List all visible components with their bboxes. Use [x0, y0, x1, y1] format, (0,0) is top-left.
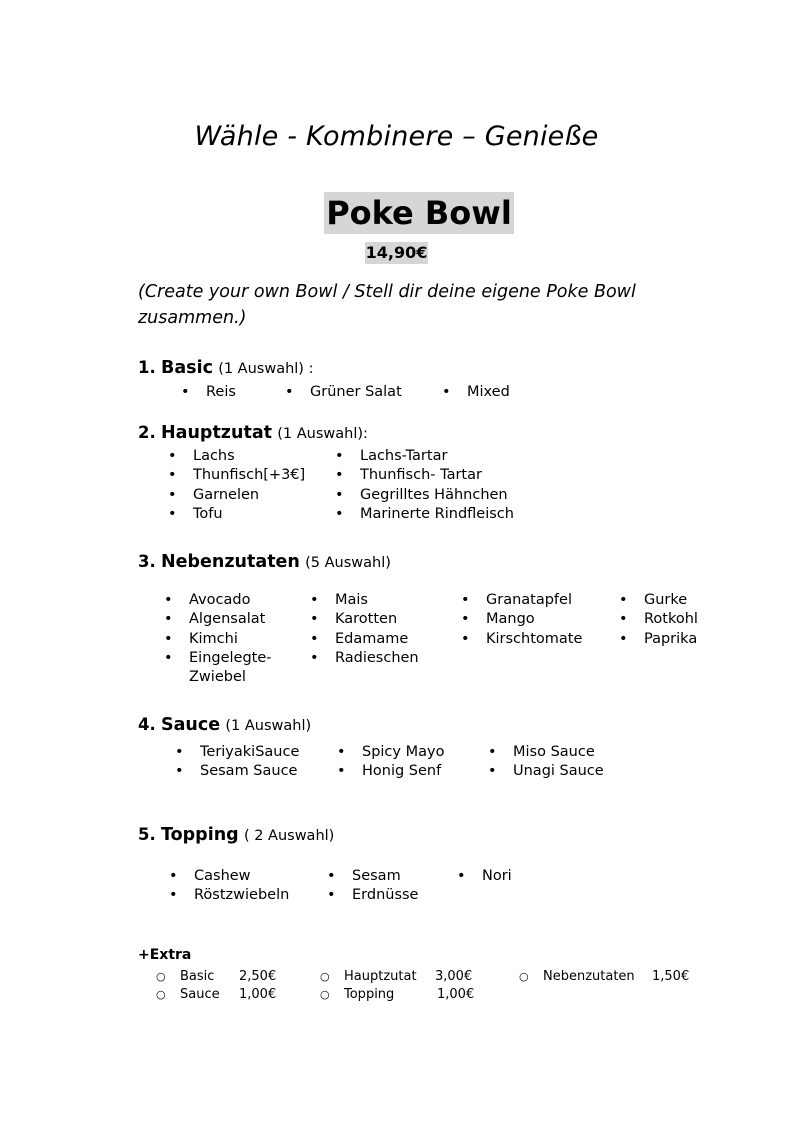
list-item: [488, 762, 604, 782]
circle-bullet: ○: [156, 988, 166, 1001]
bullet: •: [488, 744, 497, 760]
bullet: •: [442, 384, 451, 400]
list-item: [461, 591, 572, 611]
bullet: •: [164, 650, 173, 666]
item-label: Miso Sauce: [513, 744, 595, 760]
item-label: Lachs: [193, 448, 235, 464]
list-item: [164, 610, 265, 630]
item-label: Radieschen: [335, 650, 419, 666]
list-item: [619, 610, 698, 630]
list-item: [461, 630, 582, 650]
bullet: •: [335, 487, 344, 503]
bullet: •: [164, 611, 173, 627]
list-item: [335, 466, 482, 486]
item-label: Zwiebel: [189, 669, 246, 685]
item-label: Röstzwiebeln: [194, 887, 290, 903]
section-nebenzutaten-heading: [138, 552, 391, 572]
list-item: [310, 649, 419, 669]
bullet: •: [461, 611, 470, 627]
section-name: Basic: [161, 358, 213, 378]
list-item: [168, 486, 259, 506]
item-label: Cashew: [194, 868, 251, 884]
bullet: •: [175, 763, 184, 779]
item-label: Mango: [486, 611, 535, 627]
list-item: [335, 447, 447, 467]
item-label: Erdnüsse: [352, 887, 419, 903]
section-note: (1 Auswahl): [225, 718, 312, 734]
extra-label: Topping: [344, 987, 395, 1002]
section-name: Nebenzutaten: [161, 552, 300, 572]
list-item: [335, 505, 514, 525]
list-item-continuation: [189, 668, 246, 688]
bullet: •: [168, 467, 177, 483]
extra-price: 1,00€: [239, 987, 277, 1002]
item-label: Kimchi: [189, 631, 238, 647]
section-note: (1 Auswahl):: [277, 426, 368, 442]
bullet: •: [164, 631, 173, 647]
list-item: [175, 762, 297, 782]
menu-title: Poke Bowl: [326, 194, 512, 232]
menu-price: 14,90€: [365, 243, 428, 262]
list-item: [488, 743, 595, 763]
item-label: Eingelegte-: [189, 650, 272, 666]
bullet: •: [337, 763, 346, 779]
list-item: [285, 383, 402, 403]
list-item: [164, 591, 250, 611]
bullet: •: [335, 467, 344, 483]
item-label: Algensalat: [189, 611, 266, 627]
section-note: (1 Auswahl) :: [218, 361, 314, 377]
circle-bullet: ○: [519, 970, 529, 983]
bullet: •: [310, 631, 319, 647]
bullet: •: [335, 506, 344, 522]
bullet: •: [169, 887, 178, 903]
list-item: [619, 591, 687, 611]
item-label: Nori: [482, 868, 512, 884]
tagline: Wähle - Kombinere – Genieße: [194, 121, 599, 152]
bullet: •: [457, 868, 466, 884]
list-item: [457, 867, 512, 887]
extra-item: [320, 987, 394, 1002]
list-item: [169, 886, 289, 906]
bullet: •: [327, 887, 336, 903]
section-name: Hauptzutat: [161, 423, 272, 443]
bullet: •: [285, 384, 294, 400]
list-item: [169, 867, 251, 887]
item-label: Granatapfel: [486, 592, 572, 608]
circle-bullet: ○: [320, 988, 330, 1001]
price-container: [0, 242, 793, 264]
title-container: [0, 192, 793, 234]
bullet: •: [169, 868, 178, 884]
section-sauce-heading: [138, 715, 311, 735]
circle-bullet: ○: [320, 970, 330, 983]
bullet: •: [168, 487, 177, 503]
extra-price: 1,50€: [652, 969, 690, 984]
circle-bullet: ○: [156, 970, 166, 983]
section-hauptzutat-heading: [138, 423, 368, 443]
list-item: [310, 591, 368, 611]
intro-text: (Create your own Bowl / Stell dir deine eigene Poke Bowl zusammen.): [138, 282, 636, 328]
item-label: Paprika: [644, 631, 698, 647]
extra-heading: +Extra: [138, 947, 192, 963]
extra-price: 1,00€: [437, 987, 475, 1002]
extra-item: [519, 969, 635, 984]
section-number: 4.: [138, 715, 156, 734]
item-label: Tofu: [193, 506, 223, 522]
extra-label: Nebenzutaten: [543, 969, 635, 984]
item-label: Spicy Mayo: [362, 744, 445, 760]
item-label: Reis: [206, 384, 236, 400]
item-label: Grüner Salat: [310, 384, 402, 400]
extra-item: [320, 969, 417, 984]
item-label: TeriyakiSauce: [200, 744, 300, 760]
list-item: [310, 630, 408, 650]
section-basic-heading: [138, 358, 313, 378]
item-label: Rotkohl: [644, 611, 698, 627]
extra-label: Hauptzutat: [344, 969, 417, 984]
bullet: •: [175, 744, 184, 760]
section-name: Sauce: [161, 715, 221, 735]
bullet: •: [310, 592, 319, 608]
list-item: [175, 743, 299, 763]
list-item: [168, 466, 305, 486]
section-note: (5 Auswahl): [305, 555, 391, 571]
bullet: •: [327, 868, 336, 884]
item-label: Avocado: [189, 592, 251, 608]
section-note: ( 2 Auswahl): [243, 828, 335, 844]
item-label: Thunfisch- Tartar: [360, 467, 482, 483]
item-label: Karotten: [335, 611, 398, 627]
section-number: 5.: [138, 825, 156, 844]
section-number: 3.: [138, 552, 156, 571]
item-label: Gegrilltes Hähnchen: [360, 487, 508, 503]
item-label: Mais: [335, 592, 368, 608]
extra-price: 2,50€: [239, 969, 277, 984]
list-item: [337, 743, 444, 763]
list-item: [164, 630, 238, 650]
bullet: •: [337, 744, 346, 760]
bullet: •: [310, 650, 319, 666]
list-item: [337, 762, 441, 782]
bullet: •: [461, 631, 470, 647]
section-number: 1.: [138, 358, 156, 377]
list-item: [619, 630, 697, 650]
bullet: •: [488, 763, 497, 779]
item-label: Sesam Sauce: [200, 763, 298, 779]
item-label: Mixed: [467, 384, 510, 400]
list-item: [442, 383, 510, 403]
extra-item: [156, 987, 220, 1002]
list-item: [168, 505, 223, 525]
list-item: [164, 649, 272, 669]
item-label: Sesam: [352, 868, 401, 884]
bullet: •: [310, 611, 319, 627]
item-label: Honig Senf: [362, 763, 442, 779]
bullet: •: [461, 592, 470, 608]
bullet: •: [164, 592, 173, 608]
list-item: [310, 610, 397, 630]
extra-item: [156, 969, 214, 984]
list-item: [181, 383, 236, 403]
section-number: 2.: [138, 423, 156, 442]
item-label: Garnelen: [193, 487, 260, 503]
item-label: Gurke: [644, 592, 688, 608]
list-item: [335, 486, 508, 506]
item-label: Unagi Sauce: [513, 763, 604, 779]
item-label: Thunfisch[+3€]: [193, 467, 306, 483]
bullet: •: [619, 592, 628, 608]
item-label: Kirschtomate: [486, 631, 583, 647]
section-name: Topping: [161, 825, 239, 845]
bullet: •: [335, 448, 344, 464]
extra-price: 3,00€: [435, 969, 473, 984]
list-item: [327, 886, 418, 906]
item-label: Marinerte Rindfleisch: [360, 506, 514, 522]
extra-label: Sauce: [180, 987, 220, 1002]
list-item: [461, 610, 535, 630]
item-label: Edamame: [335, 631, 409, 647]
section-topping-heading: [138, 825, 334, 845]
item-label: Lachs-Tartar: [360, 448, 448, 464]
bullet: •: [181, 384, 190, 400]
extra-label: Basic: [180, 969, 215, 984]
list-item: [327, 867, 401, 887]
bullet: •: [168, 506, 177, 522]
bullet: •: [168, 448, 177, 464]
bullet: •: [619, 611, 628, 627]
bullet: •: [619, 631, 628, 647]
list-item: [168, 447, 235, 467]
